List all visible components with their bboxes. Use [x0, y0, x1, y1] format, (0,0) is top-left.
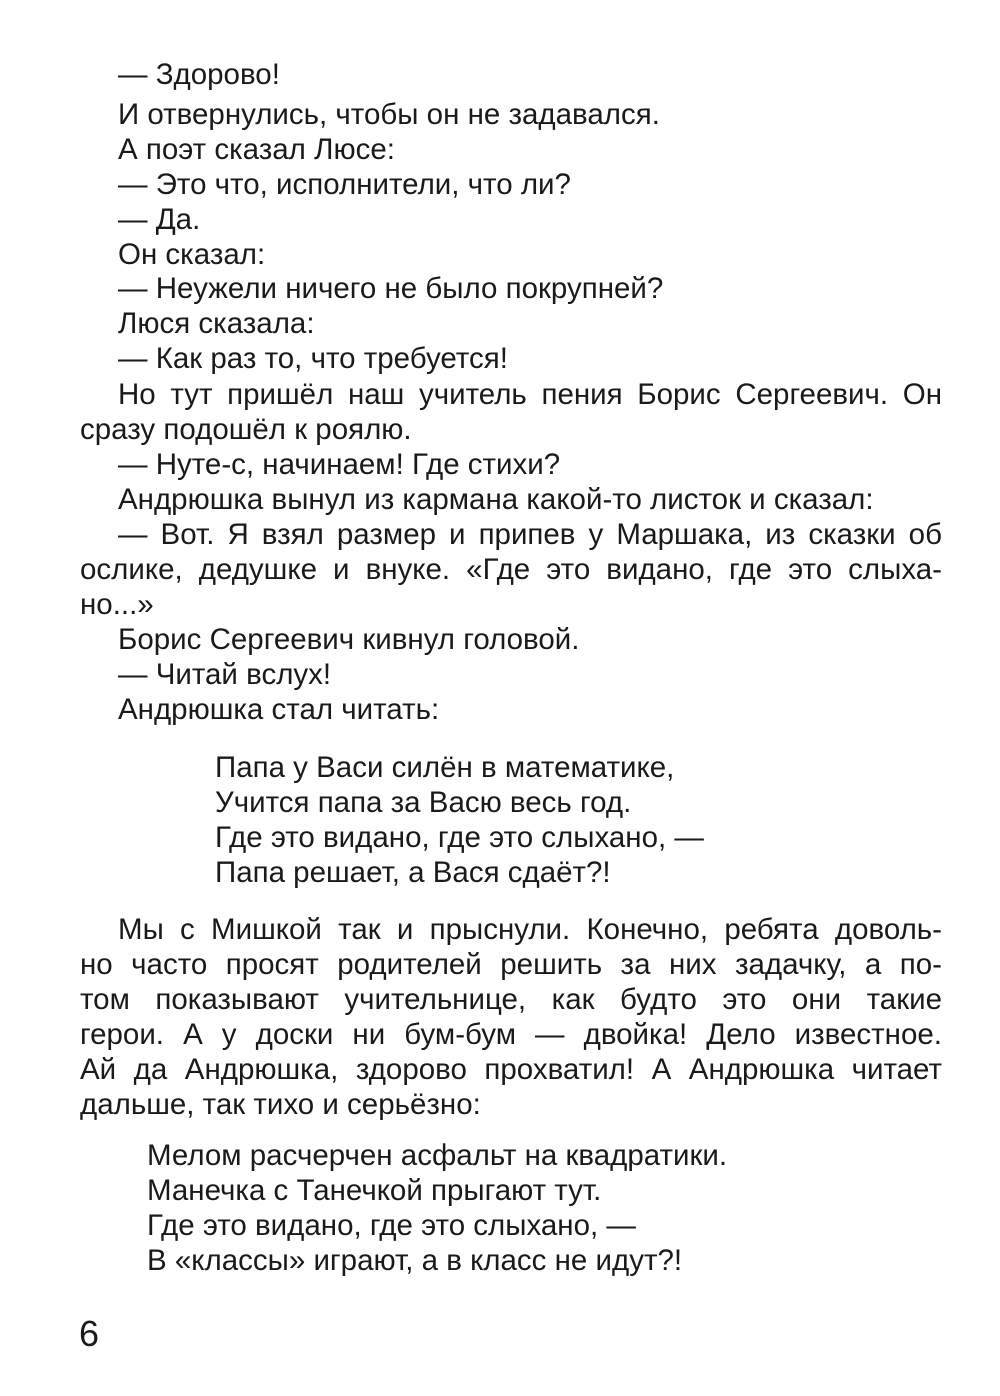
- text-line: — Читай вслух!: [118, 658, 332, 691]
- verse-line: Манечка с Танечкой прыгают тут.: [147, 1174, 602, 1207]
- verse-line: Папа решает, а Вася сдаёт?!: [215, 856, 611, 889]
- text-line: — Неужели ничего не было покрупней?: [118, 272, 664, 305]
- text-line: Андрюшка вынул из кармана какой-то листок и сказал:: [118, 483, 874, 516]
- text-line: А поэт сказал Люсе:: [118, 133, 395, 166]
- text-line: — Да.: [118, 203, 201, 236]
- verse-line: Где это видано, где это слыхано, —: [215, 821, 704, 854]
- text-line: Он сказал:: [118, 238, 266, 271]
- verse-line: Где это видано, где это слыхано, —: [147, 1209, 636, 1242]
- text-line: Но тут пришёл наш учитель пения Борис Сергеевич. Он: [118, 378, 942, 411]
- text-line: но часто просят родителей решить за них задачку, а по-: [80, 948, 942, 981]
- text-line: сразу подошёл к роялю.: [80, 413, 412, 446]
- text-line: И отвернулись, чтобы он не задавался.: [118, 98, 660, 131]
- text-line: — Нуте-с, начинаем! Где стихи?: [118, 448, 561, 481]
- text-line: Люся сказала:: [118, 307, 315, 340]
- text-line: но...»: [80, 588, 154, 621]
- text-line: том показывают учительнице, как будто это они такие: [80, 983, 942, 1016]
- text-line: Мы с Мишкой так и прыснули. Конечно, ребята доволь-: [118, 913, 942, 946]
- page-number: 6: [79, 1313, 100, 1354]
- verse-line: Мелом расчерчен асфальт на квадратики.: [147, 1139, 728, 1172]
- verse-line: Учится папа за Васю весь год.: [215, 786, 632, 819]
- text-line: Борис Сергеевич кивнул головой.: [118, 623, 580, 656]
- text-line: Андрюшка стал читать:: [118, 693, 440, 726]
- text-line: — Как раз то, что требуется!: [118, 342, 508, 375]
- text-line: ослике, дедушке и внуке. «Где это видано, где это слыха-: [80, 553, 942, 586]
- text-line: дальше, так тихо и серьёзно:: [80, 1088, 481, 1121]
- verse-line: В «классы» играют, а в класс не идут?!: [147, 1244, 683, 1277]
- text-line: — Здорово!: [118, 58, 280, 91]
- text-line: — Вот. Я взял размер и припев у Маршака, из сказки об: [118, 518, 942, 551]
- text-line: — Это что, исполнители, что ли?: [118, 168, 571, 201]
- text-line: герои. А у доски ни бум-бум — двойка! Дело известное.: [80, 1018, 942, 1051]
- verse-line: Папа у Васи силён в математике,: [215, 751, 675, 784]
- text-line: Ай да Андрюшка, здорово прохватил! А Андрюшка читает: [80, 1053, 942, 1086]
